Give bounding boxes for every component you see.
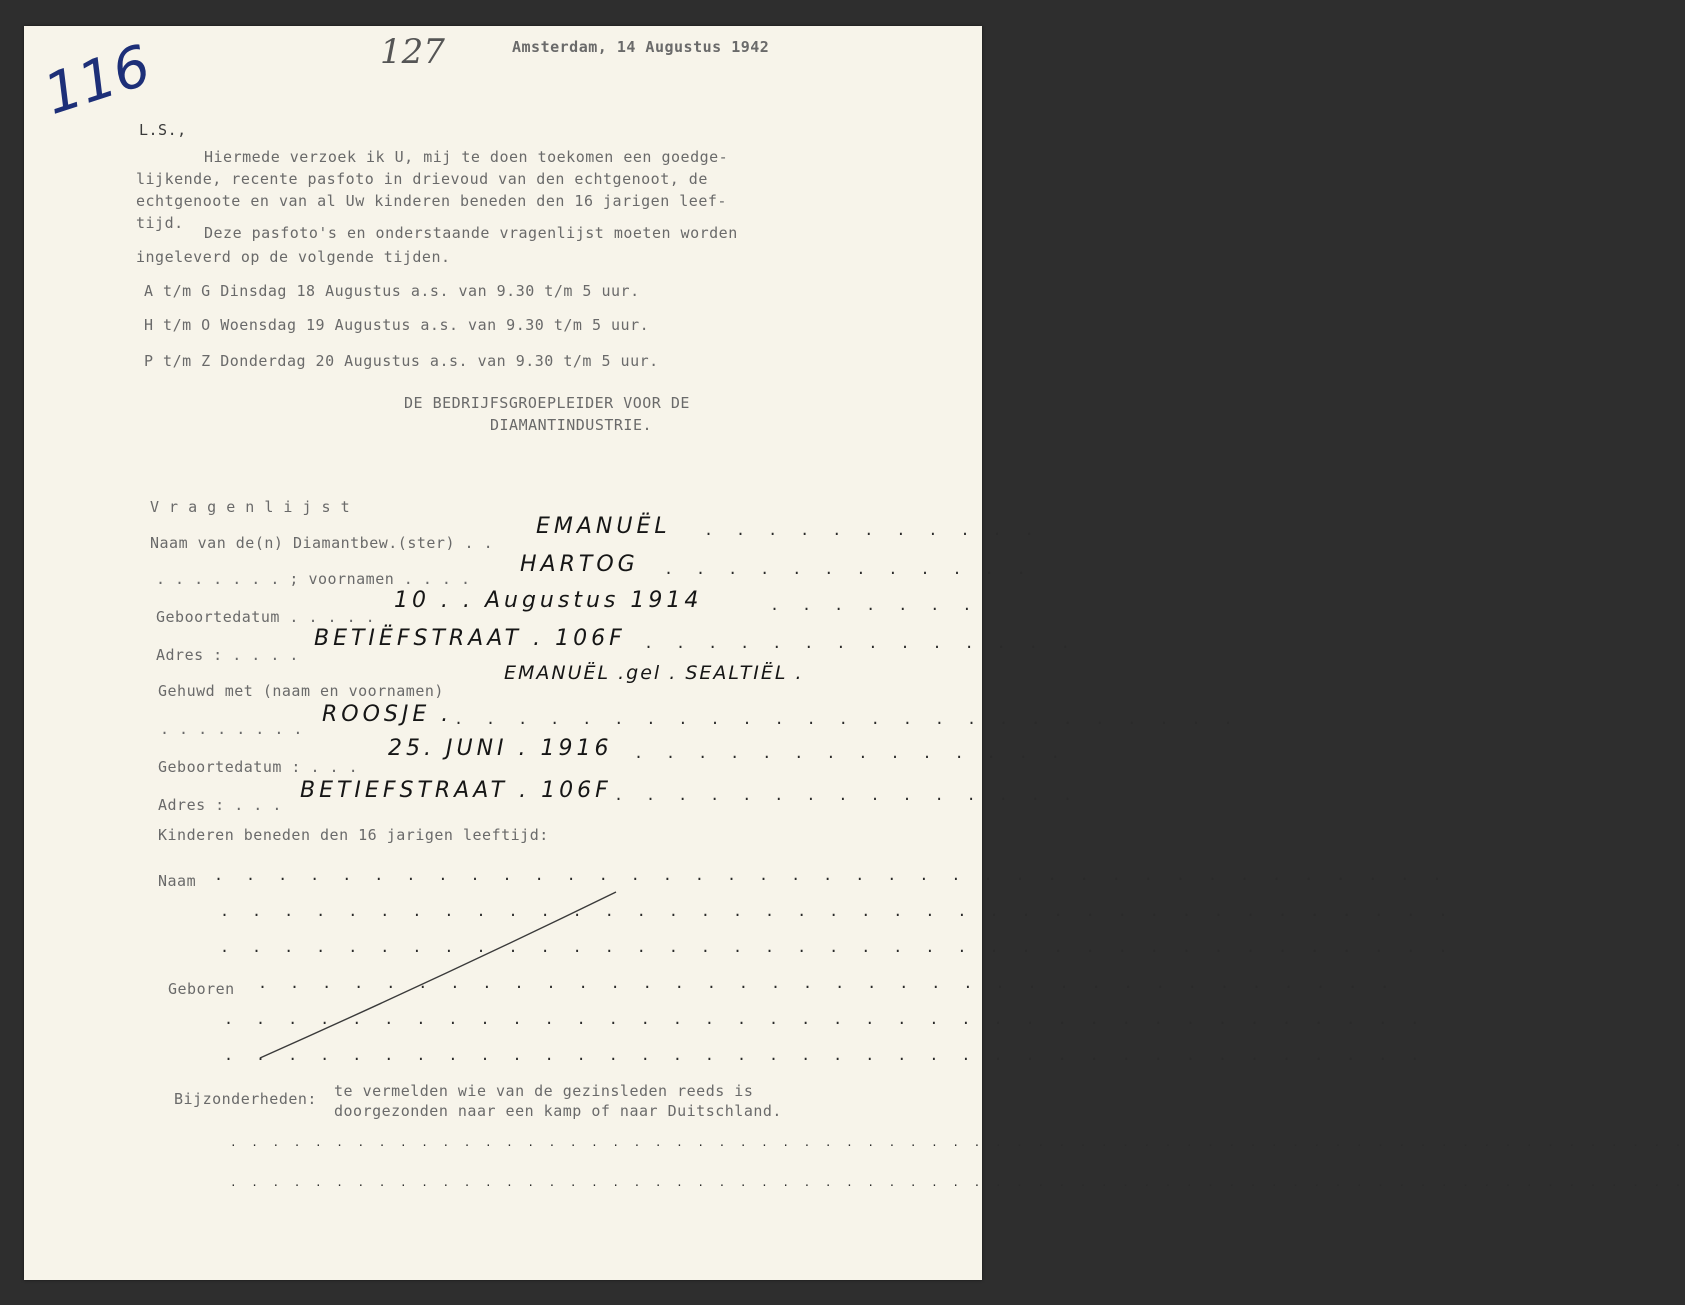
pencil-number: 127 <box>380 32 445 72</box>
dot-leader: . . . . . . . . . . . . . . . . . . . . . . . . . . . . . . . . . . . . <box>258 974 1397 992</box>
body-line: echtgenoote en van al Uw kinderen beneden den 16 jarigen leef- <box>136 192 727 210</box>
field-label: Adres : . . . . <box>156 646 299 664</box>
letter-header: Amsterdam, 14 Augustus 1942 <box>512 38 770 56</box>
special-text: doorgezonden naar een kamp of naar Duitschland. <box>334 1102 782 1120</box>
children-heading: Kinderen beneden den 16 jarigen leeftijd: <box>158 826 549 844</box>
dot-leader: . . . . . . . . . . . . . . . . . . . . . . . . . <box>454 710 1240 728</box>
form-title: V r a g e n l i j s t <box>150 498 351 516</box>
field-label: Naam van de(n) Diamantbew.(ster) . . <box>150 534 494 552</box>
dot-leader: . . . . . . . . . . . . . . . . . . . . . . . . . . . . . . . . . . . . . . . <box>214 866 1449 884</box>
dot-leader: . . . . . . . . . . . . . . . . . . . . . . . . . . . . . . . . . . . . . . . <box>220 902 1455 920</box>
signature-line: DE BEDRIJFSGROEPLEIDER VOOR DE <box>404 394 690 412</box>
dot-leader: . . . . . . . . . . . . . . . . . . . . . . . . . . . . . . . . . . . . . . . . . . . . . . . . . . . . . . . . . . . . . . . . . . . . . <box>230 1176 1685 1189</box>
body-line: Deze pasfoto's en onderstaande vragenlijst moeten worden <box>204 224 738 242</box>
children-born-label: Geboren <box>168 980 235 998</box>
dot-leader: . . . . . . . . . . . . <box>664 560 1033 578</box>
field-label: Geboortedatum : . . . <box>158 758 359 776</box>
dot-leader: . . . . . . . . . . . . . . <box>644 634 1077 652</box>
dot-leader: . . . . . . . . . . . . . . . . . . . . . . . . . . . . . . . . . . . . . . <box>224 1010 1427 1028</box>
field-value: ROOSJE . <box>322 702 453 727</box>
field-value: EMANUËL .gel . SEALTIËL . <box>504 662 804 684</box>
field-label: Gehuwd met (naam en voornamen) <box>158 682 444 700</box>
field-value: 25. JUNI . 1916 <box>388 736 613 761</box>
dot-leader: . . . . . . . . . . . . . . . . . . . . . . . . . . . . . . . . . . . . . . . . . . . . . . . . . . . . . . . . . . . . . . . . . . . . . <box>230 1136 1685 1149</box>
schedule-line: A t/m G Dinsdag 18 Augustus a.s. van 9.30 t/m 5 uur. <box>144 282 640 300</box>
body-line: ingeleverd op de volgende tijden. <box>136 248 451 266</box>
field-value: BETIEFSTRAAT . 106F <box>300 778 612 803</box>
salutation: L.S., <box>139 121 187 139</box>
field-value: HARTOG <box>520 552 639 577</box>
signature-line: DIAMANTINDUSTRIE. <box>490 416 653 434</box>
dot-leader: . . . . . . . . . . . . . . <box>634 744 1067 762</box>
dot-leader: . . . . . . . <box>770 596 979 614</box>
dot-leader: . . . . . . . . . . . <box>704 521 1041 539</box>
special-text: te vermelden wie van de gezinsleden reeds is <box>334 1082 754 1100</box>
body-line: tijd. <box>136 214 184 232</box>
children-name-label: Naam <box>158 872 197 890</box>
schedule-line: H t/m O Woensdag 19 Augustus a.s. van 9.30 t/m 5 uur. <box>144 316 650 334</box>
field-value: 10 . . Augustus 1914 <box>394 588 703 613</box>
field-label: . . . . . . . ; voornamen . . . . <box>156 570 471 588</box>
field-value: EMANUËL <box>536 514 671 539</box>
document-page <box>24 26 1685 1280</box>
field-label: Geboortedatum . . . . . <box>156 608 376 626</box>
body-line: Hiermede verzoek ik U, mij te doen toekomen een goedge- <box>204 148 729 166</box>
field-label: Adres : . . . <box>158 796 282 814</box>
field-value: BETIËFSTRAAT . 106F <box>314 626 626 651</box>
dot-leader: . . . . . . . . . . . . . . . <box>614 786 1079 804</box>
special-label: Bijzonderheden: <box>174 1090 317 1108</box>
field-label: . . . . . . . . <box>160 720 303 738</box>
body-line: lijkende, recente pasfoto in drievoud van den echtgenoot, de <box>136 170 708 188</box>
dot-leader: . . . . . . . . . . . . . . . . . . . . . . . . . . . . . . . . . . . . . . . <box>220 938 1455 956</box>
archive-number: 116 <box>36 33 159 128</box>
schedule-line: P t/m Z Donderdag 20 Augustus a.s. van 9.30 t/m 5 uur. <box>144 352 659 370</box>
dot-leader: . . . . . . . . . . . . . . . . . . . . . . . . . . . . . . . . . . . . . . <box>224 1046 1427 1064</box>
